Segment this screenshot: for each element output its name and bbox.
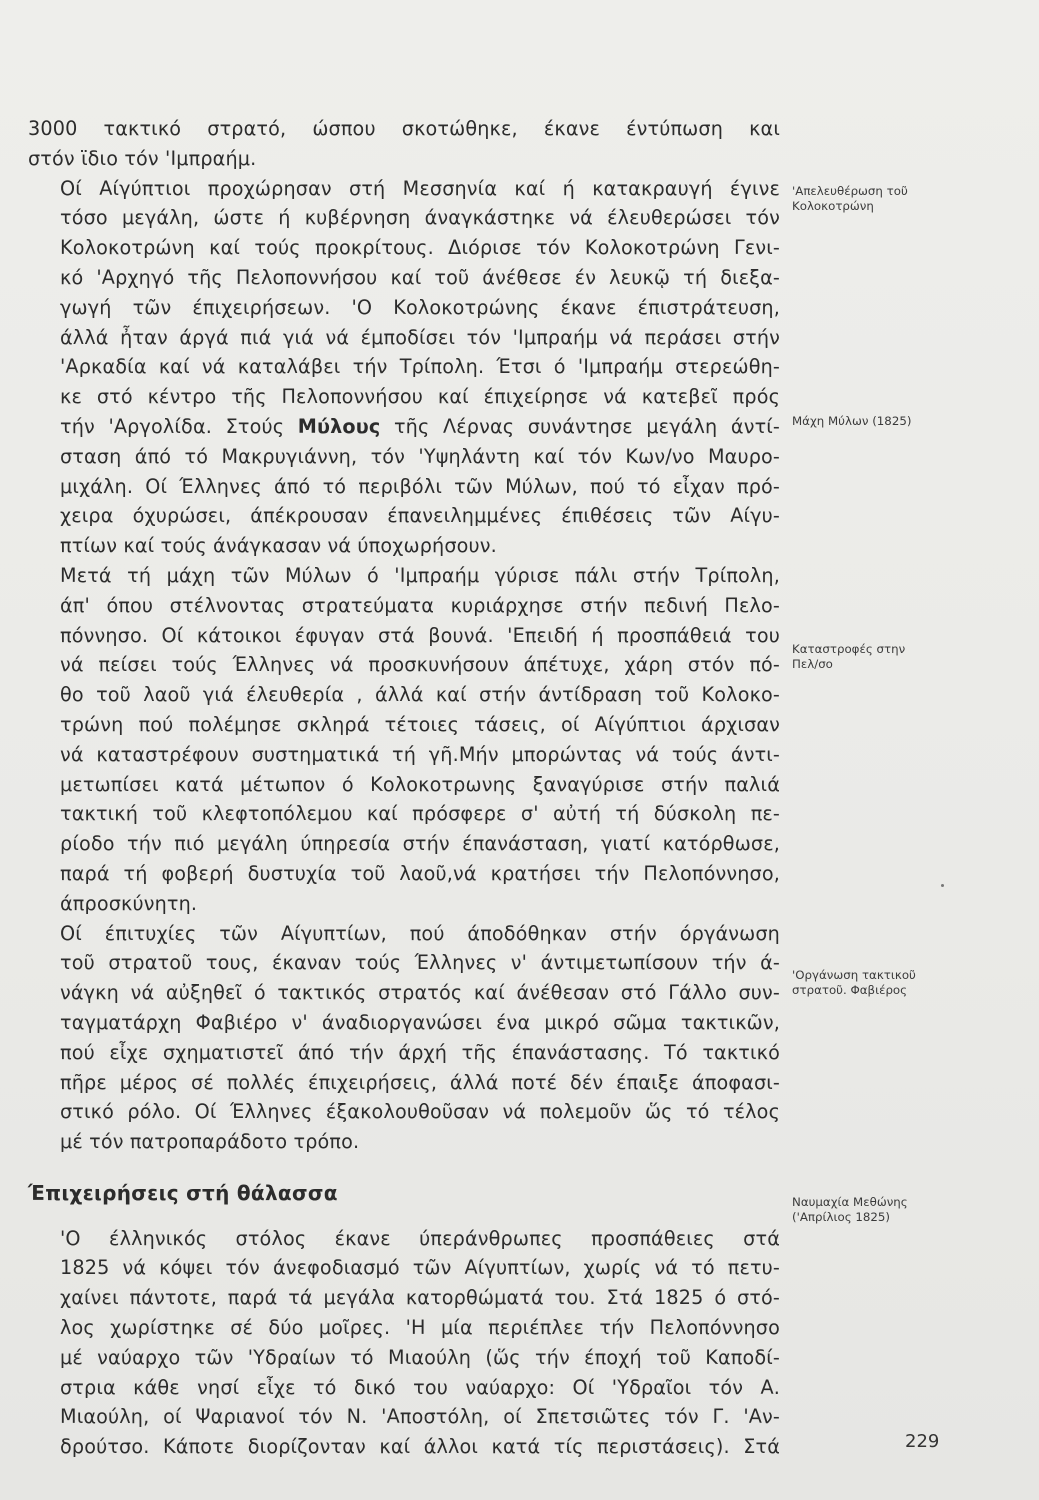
print-speck: [941, 884, 944, 887]
text-line: 'Ο έλληνικός στόλος έκανε ύπεράνθρωπες προσπάθειες στά: [60, 1226, 780, 1250]
main-text: [28, 114, 780, 1462]
margin-note-organization: [792, 968, 972, 998]
text-fragment: τῆς Λέρνας συνάντησε μεγάλη άντί-: [393, 414, 781, 438]
text-line: ρίοδο τήν πιό μεγάλη ύπηρεσία στήν έπανάσταση, γιατί κατόρθωσε,: [60, 832, 780, 856]
text-line: 3000 τακτικό στρατό, ώσπου σκοτώθηκε, έκανε έντύπωση και: [28, 117, 780, 140]
text-line: στικό ρόλο. Οί Έλληνες έξακολουθοῦσαν νά πολεμοῦν ὥς τό τέλος: [60, 1100, 780, 1124]
text-line: ταγματάρχη Φαβιέρο ν' άναδιοργανώσει ένα μικρό σῶμα τακτικῶν,: [60, 1010, 780, 1034]
margin-note-line: στρατοῦ. Φαβιέρος: [792, 983, 908, 997]
margin-note-battle: [792, 414, 972, 429]
text-line: θο τοῦ λαοῦ γιά έλευθερία , άλλά καί στήν άντίδραση τοῦ Κολοκο-: [60, 683, 780, 707]
paragraph-2: [28, 174, 780, 561]
margin-note-line: Κολοκοτρώνη: [792, 199, 874, 213]
text-line: τακτική τοῦ κλεφτοπόλεμου καί πρόσφερε σ' αὐτή τή δύσκολη πε-: [60, 802, 780, 826]
text-fragment: τήν 'Αργολίδα. Στούς: [60, 414, 285, 438]
text-line: πού εἶχε σχηματιστεῖ άπό τήν άρχή τῆς έπανάστασης. Τό τακτικό: [60, 1040, 780, 1064]
text-line: τοῦ στρατοῦ τους, έκαναν τούς Έλληνες ν' άντιμετωπίσουν τήν ά-: [60, 951, 780, 975]
paragraph-1: [28, 114, 780, 174]
text-line: σταση άπό τό Μακρυγιάννη, τόν 'Υψηλάντη καί τόν Κων/νο Μαυρο-: [60, 444, 780, 468]
text-line: 'Αρκαδία καί νά καταλάβει τήν Τρίπολη. Έτσι ό 'Ιμπραήμ στερεώθη-: [60, 355, 780, 379]
bold-term: Μύλους: [297, 414, 381, 438]
margin-note-line: Καταστροφές στην: [792, 642, 906, 656]
paragraph-3: [28, 561, 780, 919]
text-line: μέ τόν πατροπαράδοτο τρόπο.: [60, 1130, 360, 1154]
text-line: παρά τή φοβερή δυστυχία τοῦ λαοῦ,νά κρατήσει τήν Πελοπόννησο,: [60, 861, 780, 885]
text-line: πόννησο. Οί κάτοικοι έφυγαν στά βουνά. 'Επειδή ή προσπάθειά του: [60, 623, 780, 647]
margin-note-line: Μάχη Μύλων (1825): [792, 414, 912, 428]
paragraph-4: [28, 919, 780, 1157]
margin-note-line: Ναυμαχία Μεθώνης: [792, 1195, 908, 1209]
text-line: Οί Αίγύπτιοι προχώρησαν στή Μεσσηνία καί ή κατακραυγή έγινε: [60, 176, 780, 200]
text-line: 1825 νά κόψει τόν άνεφοδιασμό τῶν Αίγυπτίων, χωρίς νά τό πετυ-: [60, 1256, 780, 1280]
text-line: χαίνει πάντοτε, παρά τά μεγάλα κατορθώματά του. Στά 1825 ό στό-: [60, 1286, 780, 1310]
text-line: πῆρε μέρος σέ πολλές έπιχειρήσεις, άλλά ποτέ δέν έπαιξε άποφασι-: [60, 1070, 780, 1094]
text-line: κε στό κέντρο τῆς Πελοποννήσου καί έπιχείρησε νά κατεβεῖ πρός: [60, 385, 780, 409]
text-line: άλλά ἦταν άργά πιά γιά νά έμποδίσει τόν 'Ιμπραήμ νά περάσει στήν: [60, 325, 780, 349]
margin-note-line: Πελ/σο: [792, 657, 833, 671]
text-line: λος χωρίστηκε σέ δύο μοῖρες. 'Η μία περιέπλεε τήν Πελοπόννησο: [60, 1316, 780, 1340]
margin-note-line: ('Απρίλιος 1825): [792, 1210, 890, 1224]
text-line: νά πείσει τούς Έλληνες νά προσκυνήσουν άπέτυχε, χάρη στόν πό-: [60, 653, 780, 677]
text-line: νάγκη νά αὐξηθεῖ ό τακτικός στρατός καί άνέθεσαν στό Γάλλο συν-: [60, 981, 780, 1005]
text-line: στόν ϊδιο τόν 'Ιμπραήμ.: [28, 146, 257, 170]
text-line: [28, 412, 780, 442]
text-line: κό 'Αρχηγό τῆς Πελοποννήσου καί τοῦ άνέθεσε έν λευκῷ τή διεξα-: [60, 265, 780, 289]
text-line: άπ' όπου στέλνοντας στρατεύματα κυριάρχησε στήν πεδινή Πελο-: [60, 593, 780, 617]
text-line: μετωπίσει κατά μέτωπον ό Κολοκοτρωνης ξαναγύρισε στήν παλιά: [60, 772, 780, 796]
text-line: Μετά τή μάχη τῶν Μύλων ό 'Ιμπραήμ γύρισε πάλι στήν Τρίπολη,: [60, 563, 780, 587]
text-line: μέ ναύαρχο τῶν 'Υδραίων τό Μιαούλη (ὥς τήν έποχή τοῦ Καποδί-: [60, 1345, 780, 1369]
text-line: γωγή τῶν έπιχειρήσεων. 'Ο Κολοκοτρώνης έκανε έπιστράτευση,: [60, 295, 780, 319]
margin-note-naval-battle: [792, 1195, 972, 1225]
text-line: Μιαούλη, οί Ψαριανοί τόν Ν. 'Αποστόλη, οί Σπετσιῶτες τόν Γ. 'Αν-: [60, 1405, 780, 1429]
margin-note-line: 'Απελευθέρωση τοῦ: [792, 184, 908, 198]
margin-note-release: [792, 184, 972, 214]
text-line: νά καταστρέφουν συστηματικά τή γῆ.Μήν μπορώντας νά τούς άντι-: [60, 742, 780, 766]
text-line: μιχάλη. Οί Έλληνες άπό τό περιβόλι τῶν Μύλων, πού τό εἶχαν πρό-: [60, 474, 780, 498]
text-line: άπροσκύνητη.: [60, 891, 198, 915]
text-line: τόσο μεγάλη, ώστε ή κυβέρνηση άναγκάστηκε νά έλευθερώσει τόν: [60, 206, 780, 230]
text-line: Κολοκοτρώνη καί τούς προκρίτους. Διόρισε τόν Κολοκοτρώνη Γενι-: [60, 236, 780, 260]
margin-note-destruction: [792, 642, 972, 672]
text-line: στρια κάθε νησί εἶχε τό δικό του ναύαρχο: Οί 'Υδραῖοι τόν Α.: [60, 1375, 780, 1399]
text-line: πτίων καί τούς άνάγκασαν νά ύποχωρήσουν.: [60, 534, 497, 558]
text-line: δρούτσο. Κάποτε διορίζονταν καί άλλοι κατά τίς περιστάσεις). Στά: [60, 1435, 780, 1459]
text-line: χειρα όχυρώσει, άπέκρουσαν έπανειλημμένες έπιθέσεις τῶν Αίγυ-: [60, 504, 780, 528]
text-line: τρώνη πού πολέμησε σκληρά τέτοιες τάσεις, οί Αίγύπτιοι άρχισαν: [60, 712, 780, 736]
text-line: Οί έπιτυχίες τῶν Αίγυπτίων, πού άποδόθηκαν στήν όργάνωση: [60, 921, 780, 945]
margin-note-line: 'Οργάνωση τακτικοῦ: [792, 968, 916, 982]
section-heading: Έπιχειρήσεις στή θάλασσα: [28, 1180, 338, 1205]
page-number: 229: [905, 1431, 940, 1452]
paragraph-5: [28, 1224, 780, 1462]
